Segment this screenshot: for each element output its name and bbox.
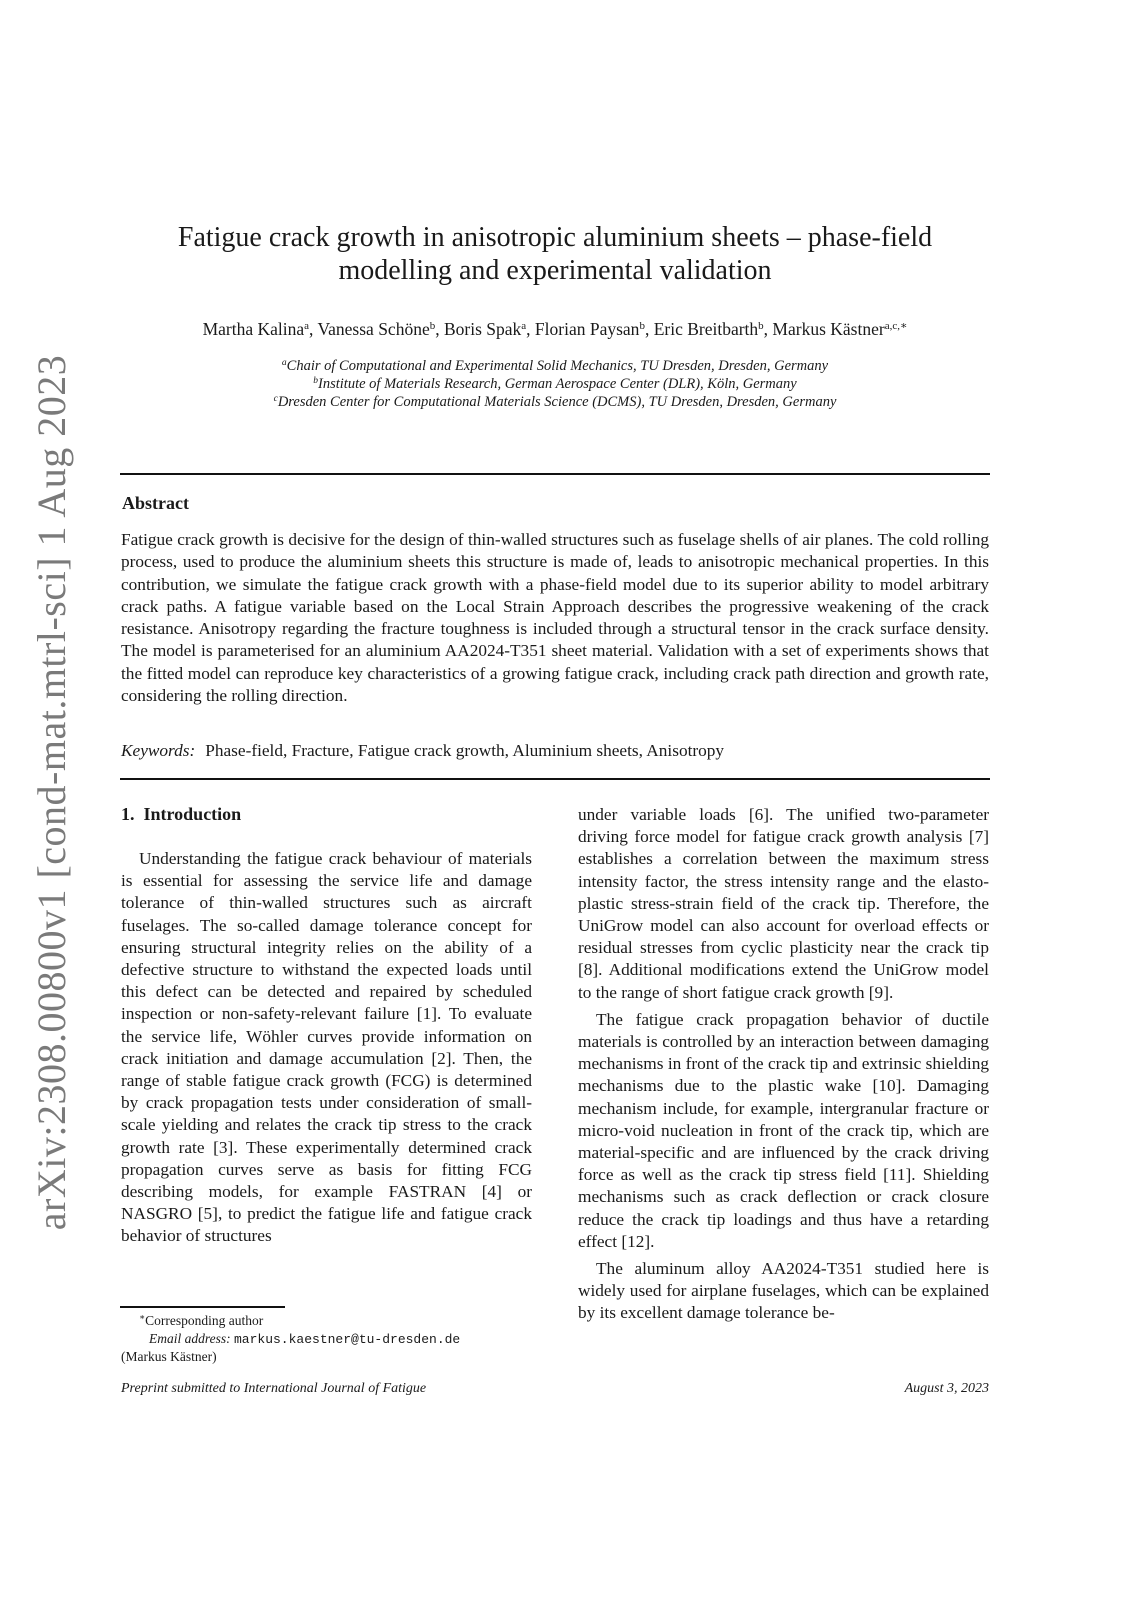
affiliation-mark: a <box>281 358 287 368</box>
author-name: Martha Kalina <box>202 319 305 339</box>
body-paragraph: The fatigue crack propagation behavior of ductile materials is controlled by an interaction between damaging mechanisms in front of the crack tip and extrinsic shielding mechanisms due to the plastic wake [10]. Damaging mechanism include, for example, intergranular fracture or micro-void nucleation in front of the crack tip, which are material-specific and are influenced by the crack driving force as well as the crack tip stress field [11]. Shielding mechanisms such as crack deflection or crack closure reduce the crack tip loadings and thus have a retarding effect [12]. <box>578 1009 989 1251</box>
author-affiliation-mark: b <box>758 320 764 332</box>
author-affiliation-mark: b <box>639 320 645 332</box>
affiliation <box>120 357 990 375</box>
footnote-email-label: Email address: <box>149 1330 231 1346</box>
body-paragraph: under variable loads [6]. The unified two-parameter driving force model for fatigue crack growth analysis [7] establishes a correlation between the maximum stress intensity factor, the stress intensity range and the elasto-plastic stress-strain field of the crack tip. Therefore, the UniGrow model can also account for overload effects or residual stresses from cyclic plasticity near the crack tip [8]. Additional modifications extend the UniGrow model to the range of short fatigue crack growth [9]. <box>578 805 989 1002</box>
footer-date: August 3, 2023 <box>904 1381 989 1396</box>
footnote-name: (Markus Kästner) <box>121 1349 217 1364</box>
author-name: Boris Spak <box>443 319 522 339</box>
right-column <box>578 804 989 1325</box>
author-list: Martha Kalina$^a$, Vanessa Schöne$^b$, Boris Spak$^a$, Florian Paysan$^b$, Eric Breitbarth$^b$, Markus Kästner$^{a,c,∗}$ <box>202 319 908 339</box>
footnote-rule <box>120 1306 285 1308</box>
affiliation-text: Chair of Computational and Experimental Solid Mechanics, TU Dresden, Dresden, Germany <box>286 358 829 374</box>
author-affiliation-mark: a <box>521 320 527 332</box>
abstract-text: Fatigue crack growth is decisive for the design of thin-walled structures such as fuselage shells of air planes. The cold rolling process, used to produce the aluminium sheets this structure is made of, leads to anisotropic mechanical properties. In this contribution, we simulate the fatigue crack growth with a phase-field model due to its superior ability to model arbitrary crack paths. A fatigue variable based on the Local Strain Approach describes the progressive weakening of the crack resistance. Anisotropy regarding the fracture toughness is included through a structural tensor in the crack surface density. The model is parameterised for an aluminium AA2024-T351 sheet material. Validation with a set of experiments shows that the fitted model can reproduce key characteristics of a growing fatigue crack, including crack path direction and growth rate, considering the rolling direction. <box>121 530 989 706</box>
affiliation-text: Dresden Center for Computational Materials Science (DCMS), TU Dresden, Dresden, Germany <box>277 394 837 410</box>
section-title: Introduction <box>143 804 242 824</box>
author-affiliation-mark: b <box>429 320 436 332</box>
author-affiliation-mark: a,c,∗ <box>884 320 908 332</box>
affiliation <box>120 375 990 393</box>
section-number: 1. <box>121 804 135 824</box>
arxiv-identifier-text: arXiv:2308.00800v1 [cond-mat.mtrl-sci] 1 Aug 2023 <box>29 354 75 1231</box>
author-name: Vanessa Schöne <box>317 319 430 339</box>
left-column <box>121 848 532 1248</box>
paper-title: Fatigue crack growth in anisotropic aluminium sheets – phase-field modelling and experimental validation <box>177 222 933 286</box>
affiliation <box>120 393 990 411</box>
body-paragraph: The aluminum alloy AA2024-T351 studied here is widely used for airplane fuselages, which can be explained by its excellent damage tolerance be- <box>578 1259 989 1323</box>
keywords <box>121 740 989 762</box>
author-name: Florian Paysan <box>534 319 640 339</box>
keywords-label: Keywords: <box>121 741 196 760</box>
abstract-top-rule <box>120 473 990 475</box>
author-name: Eric Breitbarth <box>653 319 759 339</box>
section-heading <box>121 804 241 825</box>
affiliation-mark: c <box>273 394 278 404</box>
arxiv-identifier <box>22 354 82 1231</box>
footer-submission-note: Preprint submitted to International Journal of Fatigue <box>121 1381 427 1396</box>
keywords-text: Phase-field, Fracture, Fatigue crack growth, Aluminium sheets, Anisotropy <box>205 741 725 760</box>
footnote-corresponding: Corresponding author <box>145 1313 264 1328</box>
footnote <box>121 1312 541 1366</box>
author-affiliation-mark: a <box>304 320 310 332</box>
abstract-bottom-rule <box>120 778 990 780</box>
abstract-heading: Abstract <box>122 493 189 513</box>
body-paragraph: Understanding the fatigue crack behaviour of materials is essential for assessing the service life and damage tolerance of thin-walled structures such as aircraft fuselages. The so-called damage tolerance concept for ensuring structural integrity relies on the ability of a defective structure to withstand the expected loads until this defect can be detected and repaired by scheduled inspection or non-safety-relevant failure [1]. To evaluate the service life, Wöhler curves provide information on crack initiation and damage accumulation [2]. Then, the range of stable fatigue crack growth (FCG) is determined by crack propagation tests under consideration of small-scale yielding and relates the crack tip stress to the crack growth rate [3]. These experimentally determined crack propagation curves serve as basis for fitting FCG describing models, for example FASTRAN [4] or NASGRO [5], to predict the fatigue life and fatigue crack behavior of structures <box>121 849 532 1246</box>
affiliation-text: Institute of Materials Research, German Aerospace Center (DLR), Köln, Germany <box>318 376 797 392</box>
affiliation-mark: b <box>313 376 319 386</box>
footnote-marker: ∗ <box>139 1312 146 1322</box>
affiliation-list <box>120 357 990 411</box>
author-name: Markus Kästner <box>772 319 885 339</box>
footnote-email-link[interactable]: markus.kaestner@tu-dresden.de <box>234 1331 461 1347</box>
